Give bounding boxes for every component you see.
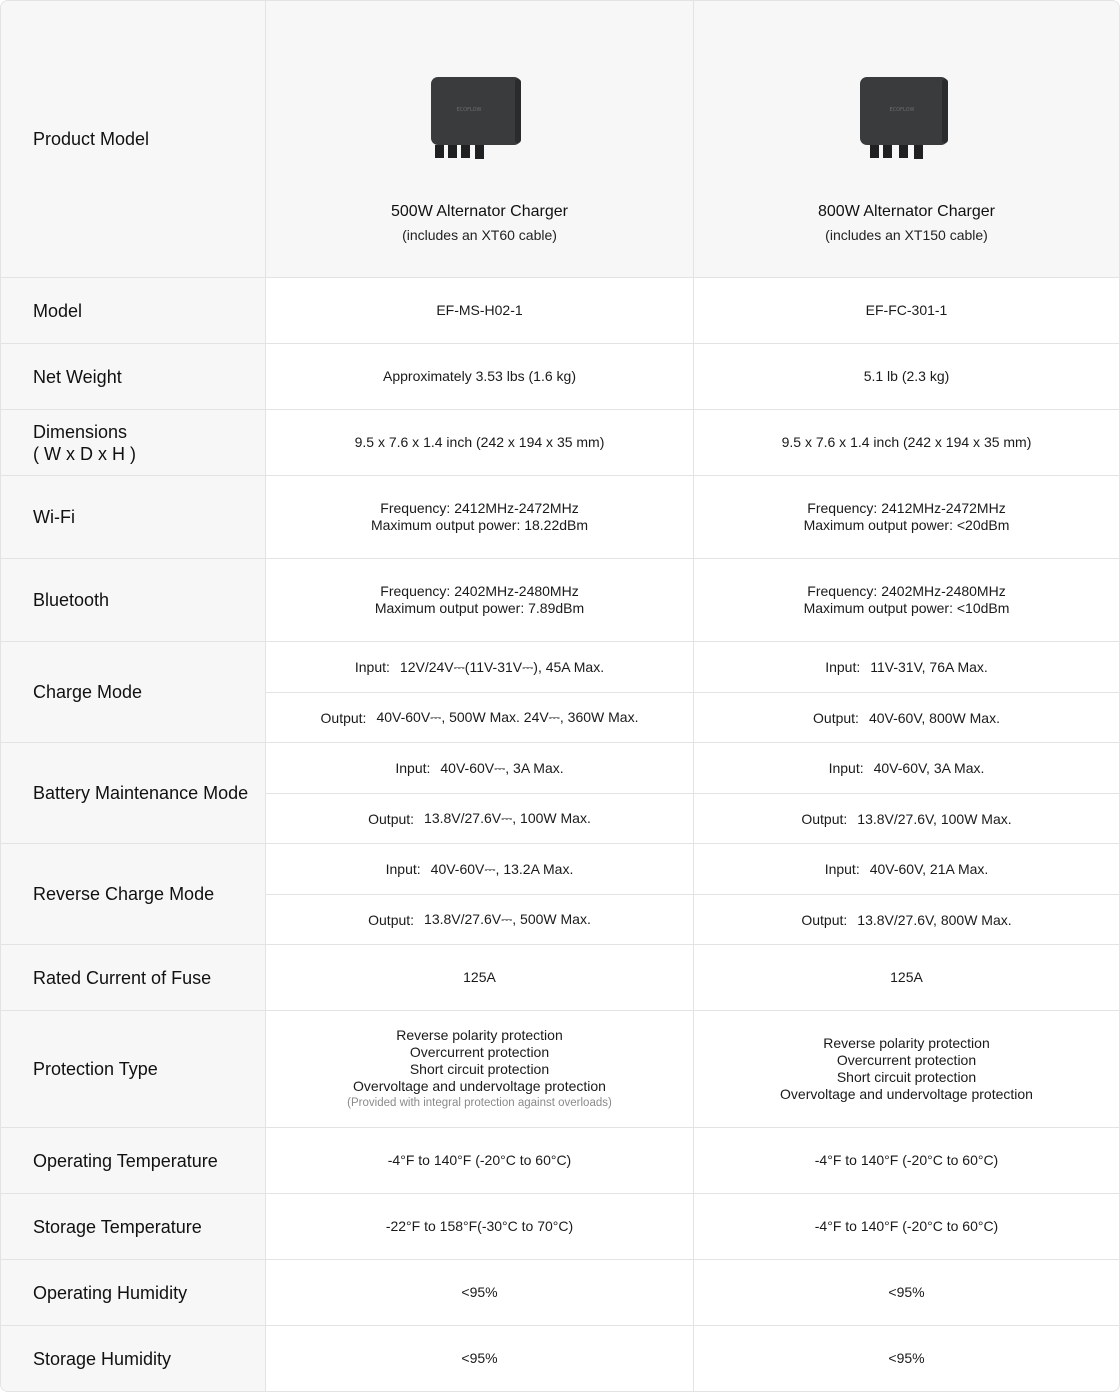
output-spec [266,692,693,742]
product-name: 500W Alternator Charger [391,203,568,220]
value-cell: <95% [461,1284,498,1300]
value-cell [693,1011,1119,1127]
svg-text:ECOFLOW: ECOFLOW [456,107,481,113]
storage-humidity-row [1,1325,1119,1391]
value-cell: 9.5 x 7.6 x 1.4 inch (242 x 194 x 35 mm) [354,434,605,450]
value-cell: <95% [693,1326,1119,1391]
row-label: Protection Type [1,1011,266,1127]
value-cell [693,559,1119,641]
output-label: Output: [801,911,848,928]
value-split-cell [266,844,693,944]
row-label: Rated Current of Fuse [1,945,266,1010]
value-cell: 125A [463,969,496,985]
output-spec [694,793,1119,843]
output-label: Output: [368,911,415,928]
input-spec [266,743,693,793]
input-label: Input: [824,861,860,877]
input-spec [266,642,693,692]
alternator-charger-image [852,71,962,171]
product-name: 800W Alternator Charger [818,203,995,220]
output-value: 13.8V/27.6V, 100W Max. [857,810,1012,827]
input-value: 11V-31V, 76A Max. [870,659,988,675]
value-split-cell [693,642,1119,742]
output-label: Output: [813,709,859,726]
dimensions-row [1,409,1119,475]
product-column-500w [266,1,693,277]
input-spec [694,844,1119,894]
value-split-cell [693,844,1119,944]
row-label: Product Model [1,1,266,277]
row-label: Wi-Fi [1,476,266,558]
battery-maintenance-mode-row [1,742,1119,843]
output-spec [266,894,693,944]
value-cell: 9.5 x 7.6 x 1.4 inch (242 x 194 x 35 mm) [693,410,1119,475]
row-label: Bluetooth [1,559,266,641]
output-power-text: Maximum output power: <10dBm [803,600,1010,616]
output-power-text: Maximum output power: 18.22dBm [370,517,589,533]
output-value: 13.8V/27.6V, 800W Max. [857,911,1012,928]
input-value: 40V-60V⎓, 13.2A Max. [430,860,574,877]
input-label: Input: [395,760,431,776]
protection-item: Overvoltage and undervoltage protection [353,1077,606,1094]
net-weight-row [1,343,1119,409]
charge-mode-row [1,641,1119,742]
protection-item: Overcurrent protection [836,1052,977,1068]
row-label: Reverse Charge Mode [1,844,266,944]
input-value: 12V/24V⎓(11V-31V⎓), 45A Max. [399,658,605,675]
value-split-cell [266,642,693,742]
output-label: Output: [320,709,367,726]
value-split-cell [693,743,1119,843]
row-label: Model [1,278,266,343]
frequency-text: Frequency: 2412MHz-2472MHz [380,500,579,516]
product-model-row [1,1,1119,277]
output-value: 40V-60V⎓, 500W Max. 24V⎓, 360W Max. [376,709,639,725]
product-cable-note: (includes an XT60 cable) [402,227,557,243]
input-value: 40V-60V⎓, 3A Max. [440,759,564,776]
input-label: Input: [385,861,421,877]
row-label: Charge Mode [1,642,266,742]
frequency-text: Frequency: 2412MHz-2472MHz [807,500,1006,516]
value-cell: <95% [693,1260,1119,1325]
value-cell: EF-MS-H02-1 [436,302,523,318]
input-value: 40V-60V, 3A Max. [873,760,985,776]
output-value: 40V-60V, 800W Max. [868,709,1000,726]
protection-item: Reverse polarity protection [823,1035,990,1051]
value-cell: EF-FC-301-1 [693,278,1119,343]
value-cell: -4°F to 140°F (-20°C to 60°C) [693,1194,1119,1259]
value-cell: -4°F to 140°F (-20°C to 60°C) [387,1152,572,1168]
value-cell: -22°F to 158°F(-30°C to 70°C) [385,1218,574,1234]
output-spec [694,894,1119,944]
storage-temperature-row [1,1193,1119,1259]
row-label: Battery Maintenance Mode [1,743,266,843]
input-spec [694,743,1119,793]
value-cell [266,476,693,558]
row-label-line: Dimensions [33,421,128,442]
row-label: Storage Temperature [1,1194,266,1259]
row-label: Operating Temperature [1,1128,266,1193]
value-cell: <95% [461,1350,498,1366]
product-column-800w [693,1,1119,277]
output-spec [694,692,1119,742]
value-cell: 5.1 lb (2.3 kg) [693,344,1119,409]
protection-item: Reverse polarity protection [396,1026,563,1043]
fuse-row [1,944,1119,1010]
output-value: 13.8V/27.6V⎓, 500W Max. [424,911,591,927]
product-cable-note: (includes an XT150 cable) [825,227,988,243]
value-cell: Approximately 3.53 lbs (1.6 kg) [383,368,576,384]
protection-item: Short circuit protection [409,1060,550,1077]
input-spec [266,844,693,894]
protection-type-row [1,1010,1119,1127]
output-spec [266,793,693,843]
frequency-text: Frequency: 2402MHz-2480MHz [380,583,579,599]
input-label: Input: [828,760,864,776]
input-label: Input: [354,659,390,675]
svg-text:ECOFLOW: ECOFLOW [889,107,914,113]
output-value: 13.8V/27.6V⎓, 100W Max. [424,810,591,826]
input-spec [694,642,1119,692]
protection-note: (Provided with integral protection against overloads) [347,1096,612,1109]
protection-item: Overvoltage and undervoltage protection [780,1086,1033,1102]
input-value: 40V-60V, 21A Max. [869,861,989,877]
operating-humidity-row [1,1259,1119,1325]
output-label: Output: [801,810,848,827]
row-label-line: ( W x D x H ) [33,443,136,464]
value-cell: -4°F to 140°F (-20°C to 60°C) [693,1128,1119,1193]
output-power-text: Maximum output power: <20dBm [803,517,1010,533]
frequency-text: Frequency: 2402MHz-2480MHz [807,583,1006,599]
operating-temperature-row [1,1127,1119,1193]
row-label: Net Weight [1,344,266,409]
row-label: Operating Humidity [1,1260,266,1325]
row-label: Storage Humidity [1,1326,266,1391]
protection-item: Overcurrent protection [409,1043,550,1060]
reverse-charge-mode-row [1,843,1119,944]
row-label [1,410,266,475]
bluetooth-row [1,558,1119,641]
value-cell [266,559,693,641]
input-label: Input: [825,659,861,675]
model-row [1,277,1119,343]
value-cell: 125A [693,945,1119,1010]
value-cell [693,476,1119,558]
value-split-cell [266,743,693,843]
value-cell [266,1011,693,1127]
wifi-row [1,475,1119,558]
alternator-charger-image [425,71,535,171]
output-label: Output: [368,810,415,827]
output-power-text: Maximum output power: 7.89dBm [374,600,585,616]
protection-item: Short circuit protection [836,1069,977,1085]
